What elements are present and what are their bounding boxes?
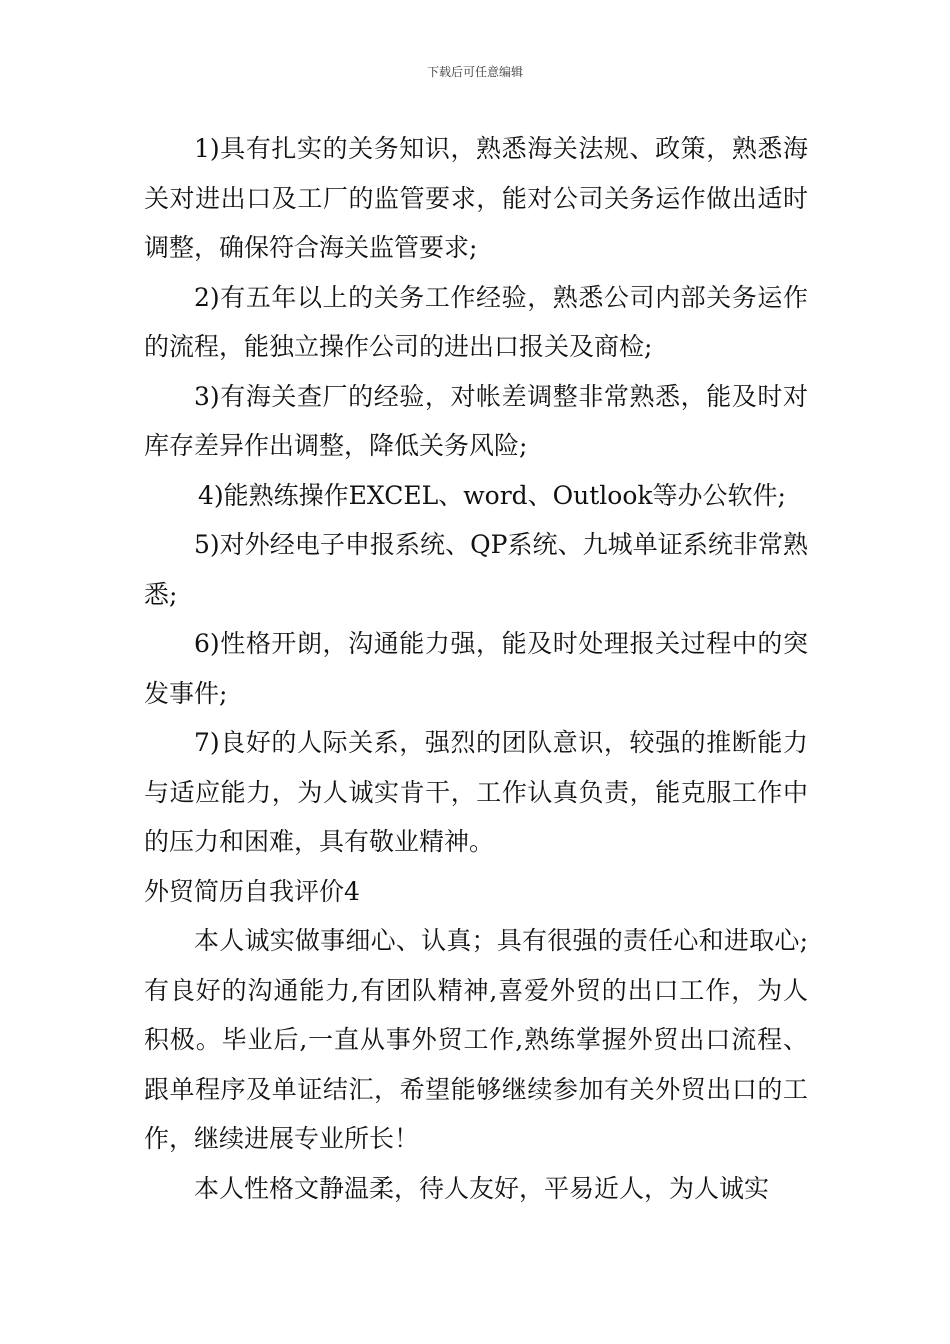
section-title: 外贸简历自我评价4	[144, 876, 360, 906]
page-header: 下载后可任意编辑	[426, 65, 523, 79]
requirement-item-1: 1)具有扎实的关务知识，熟悉海关法规、政策，熟悉海关对进出口及工厂的监管要求，能对公司关务运作做出适时调整，确保符合海关监管要求;	[144, 134, 808, 262]
requirement-item-3: 3)有海关查厂的经验，对帐差调整非常熟悉，能及时对库存差异作出调整，降低关务风险;	[144, 381, 808, 460]
document-body	[144, 124, 808, 1213]
requirement-item-4: 4)能熟练操作EXCEL、word、Outlook等办公软件;	[198, 480, 786, 510]
self-evaluation-paragraph-2: 本人性格文静温柔，待人友好，平易近人，为人诚实	[194, 1173, 770, 1203]
self-evaluation-paragraph-1: 本人诚实做事细心、认真；具有很强的责任心和进取心;有良好的沟通能力,有团队精神,喜爱外贸的出口工作，为人积极。毕业后,一直从事外贸工作,熟练掌握外贸出口流程、跟单程序及单证结汇，希望能够继续参加有关外贸出口的工作，继续进展专业所长！	[144, 926, 808, 1153]
requirement-item-2: 2)有五年以上的关务工作经验，熟悉公司内部关务运作的流程，能独立操作公司的进出口报关及商检;	[144, 282, 808, 361]
requirement-item-7: 7)良好的人际关系，强烈的团队意识，较强的推断能力与适应能力，为人诚实肯干，工作认真负责，能克服工作中的压力和困难，具有敬业精神。	[144, 728, 808, 856]
requirement-item-5: 5)对外经电子申报系统、QP系统、九城单证系统非常熟悉;	[144, 530, 808, 609]
requirement-item-6: 6)性格开朗，沟通能力强，能及时处理报关过程中的突发事件;	[144, 629, 808, 708]
